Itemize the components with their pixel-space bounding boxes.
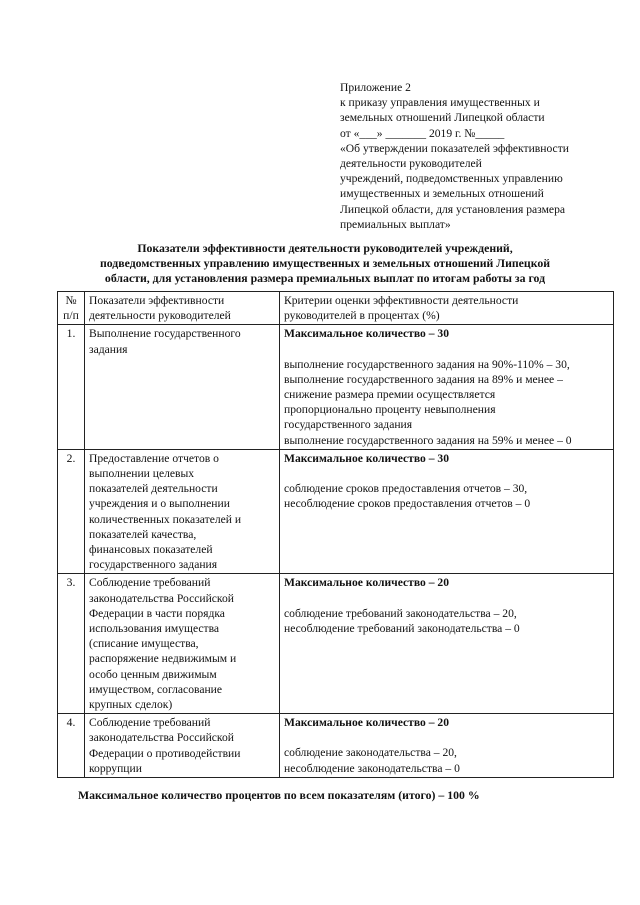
row-criteria [280, 325, 614, 449]
criteria-line: выполнение государственного задания на 89% и менее – [284, 372, 563, 386]
row-number: 3. [58, 574, 85, 714]
indicator-line: учреждения и о выполнении [89, 497, 230, 511]
row-criteria [280, 714, 614, 778]
title-line: подведомственных управлению имущественных и земельных отношений Липецкой [99, 256, 551, 271]
criteria-line: несоблюдение сроков предоставления отчетов – 0 [284, 497, 531, 511]
kpi-table [57, 291, 614, 778]
row-indicator [85, 574, 280, 714]
indicator-line: показателей деятельности [89, 482, 218, 496]
max-score: Максимальное количество – 30 [284, 327, 450, 341]
header-text: Критерии оценки эффективности деятельности [284, 294, 519, 307]
header-num [58, 292, 85, 325]
indicator-line: особо ценным движимым [89, 667, 217, 681]
row-indicator [85, 714, 280, 778]
max-score: Максимальное количество – 20 [284, 716, 450, 730]
indicator-line: задания [89, 342, 128, 356]
table-header-row [58, 292, 614, 325]
total-summary: Максимальное количество процентов по всем показателям (итого) – 100 % [78, 788, 480, 802]
appendix-line: Липецкой области, для установления размера [340, 202, 566, 216]
indicator-line: коррупции [89, 761, 142, 775]
indicator-line: крупных сделок) [89, 698, 173, 712]
table-row [58, 449, 614, 574]
max-score: Максимальное количество – 30 [284, 451, 450, 465]
indicator-line: использования имущества [89, 622, 220, 636]
appendix-line: деятельности руководителей [340, 157, 482, 171]
indicator-line: Предоставление отчетов о [89, 451, 219, 465]
indicator-line: Соблюдение требований [89, 576, 211, 590]
appendix-line: «Об утверждении показателей эффективности [340, 141, 569, 155]
indicator-line: выполнении целевых [89, 467, 195, 481]
criteria-line: несоблюдение требований законодательства – 0 [284, 621, 520, 635]
criteria-line: государственного задания [284, 418, 413, 432]
table-row [58, 714, 614, 778]
appendix-line: земельных отношений Липецкой области [340, 111, 545, 125]
indicator-line: Федерации о противодействии [89, 746, 241, 760]
title-line: области, для установления размера премиальных выплат по итогам работы за год [104, 271, 546, 286]
indicator-line: законодательства Российской [89, 731, 234, 745]
row-criteria [280, 449, 614, 574]
criteria-line: соблюдение сроков предоставления отчетов – 30, [284, 482, 528, 496]
header-text: п/п [63, 309, 79, 323]
appendix-line: Приложение 2 [340, 81, 411, 94]
header-criteria [280, 292, 614, 325]
appendix-line: к приказу управления имущественных и [340, 96, 540, 110]
title-line: Показатели эффективности деятельности руководителей учреждений, [137, 241, 513, 255]
table-row [58, 325, 614, 449]
appendix-line: имущественных и земельных отношений [340, 187, 544, 201]
appendix-line: премиальных выплат» [340, 217, 451, 231]
indicator-line: имуществом, согласование [89, 682, 223, 696]
document-title [60, 241, 590, 287]
row-number: 4. [58, 714, 85, 778]
appendix-line: учреждений, подведомственных управлению [340, 172, 563, 186]
row-indicator [85, 449, 280, 574]
indicator-line: распоряжение недвижимым и [89, 652, 237, 666]
indicator-line: (списание имущества, [89, 637, 199, 651]
appendix-header [340, 80, 625, 232]
row-number: 1. [58, 325, 85, 449]
indicator-line: финансовых показателей [89, 543, 213, 557]
criteria-line: несоблюдение законодательства – 0 [284, 761, 460, 775]
header-text: Показатели эффективности [89, 294, 225, 307]
header-text: № [65, 294, 77, 307]
criteria-line: выполнение государственного задания на 90%-110% – 30, [284, 357, 570, 371]
indicator-line: Выполнение государственного [89, 327, 241, 341]
table-row [58, 574, 614, 714]
indicator-line: Федерации в части порядка [89, 606, 225, 620]
row-number: 2. [58, 449, 85, 574]
indicator-line: законодательства Российской [89, 591, 234, 605]
header-text: деятельности руководителей [89, 309, 231, 323]
criteria-line: пропорционально проценту невыполнения [284, 403, 496, 417]
indicator-line: государственного задания [89, 558, 218, 572]
row-criteria [280, 574, 614, 714]
header-text: руководителей в процентах (%) [284, 309, 440, 323]
indicator-line: количественных показателей и [89, 512, 242, 526]
header-indicator [85, 292, 280, 325]
criteria-line: выполнение государственного задания на 59% и менее – 0 [284, 433, 572, 447]
indicator-line: Соблюдение требований [89, 716, 211, 730]
row-indicator [85, 325, 280, 449]
criteria-line: снижение размера премии осуществляется [284, 388, 496, 402]
indicator-line: показателей качества, [89, 527, 197, 541]
appendix-line: от «___» _______ 2019 г. №_____ [340, 126, 505, 140]
criteria-line: соблюдение требований законодательства – 20, [284, 606, 517, 620]
criteria-line: соблюдение законодательства – 20, [284, 746, 457, 760]
max-score: Максимальное количество – 20 [284, 576, 450, 590]
